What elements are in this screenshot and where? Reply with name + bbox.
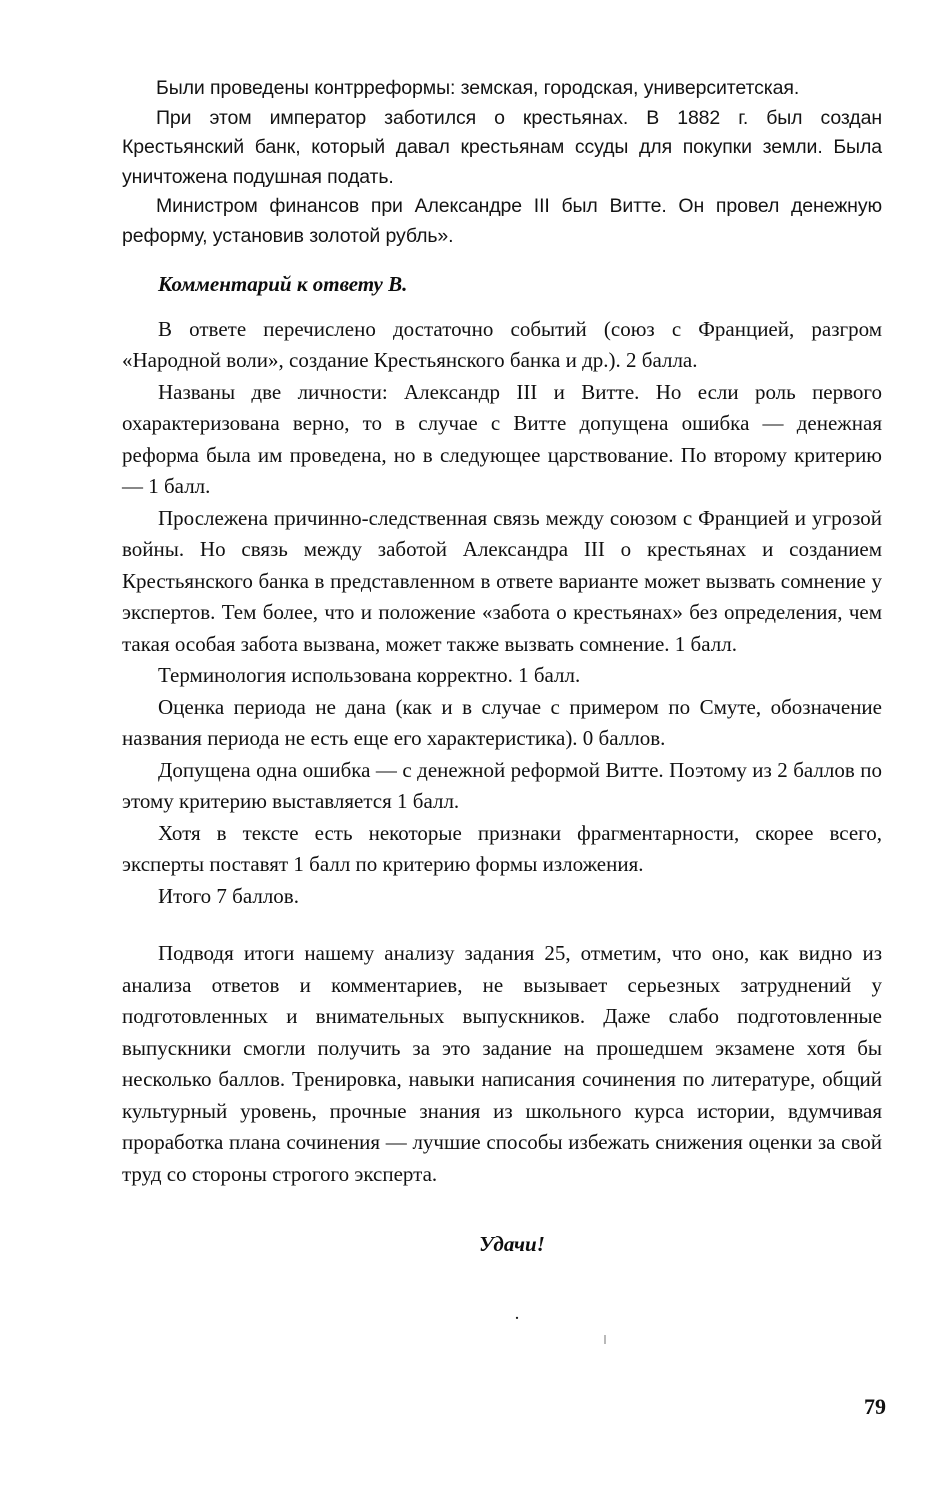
commentary-paragraph-7: Хотя в тексте есть некоторые признаки фрагментарности, скорее всего, эксперты поставят 1 балл по критерию формы изложения. <box>122 820 882 876</box>
spacer-after-heading <box>122 301 882 314</box>
commentary-heading: Комментарий к ответу В. <box>158 272 408 296</box>
commentary-paragraph-5: Оценка периода не дана (как и в случае с примером по Смуте, обозначение названия периода не есть еще его характеристика). 0 баллов. <box>122 694 882 750</box>
student-answer-block <box>122 74 882 251</box>
answer-paragraph-2: При этом император заботился о крестьянах. В 1882 г. был создан Крестьянский банк, который давал крестьянам ссуды для покупки земли. Была уничтожена подушная подать. <box>122 106 882 188</box>
answer-paragraph-3: Министром финансов при Александре III был Витте. Он провел денежную реформу, установив золотой рубль». <box>122 195 882 247</box>
commentary-paragraph-3: Прослежена причинно-следственная связь между союзом с Францией и угрозой войны. Но связь между заботой Александра III о крестьянах и созданием Крестьянского банка в представленном в ответе варианте может вызвать сомнение у экспертов. Тем более, что и положение «забота о крестьянах» без определения, чем такая особая забота вызвана, может также вызвать сомнение. 1 балл. <box>122 505 882 656</box>
commentary-paragraph-6: Допущена одна ошибка — с денежной реформой Витте. Поэтому из 2 баллов по этому критерию выставляется 1 балл. <box>122 757 882 813</box>
commentary-paragraph-1: В ответе перечислено достаточно событий (союз с Францией, разгром «Народной воли», создание Крестьянского банка и др.). 2 балла. <box>122 316 882 372</box>
commentary-block <box>122 314 882 913</box>
page-content <box>122 74 882 1325</box>
conclusion-paragraph: Подводя итоги нашему анализу задания 25, отметим, что оно, как видно из анализа ответов и комментариев, не вызывает серьезных затруднений у подготовленных и внимательных выпускников. Даже слабо подготовленные выпускники смогли получить за это задание на прошедшем экзамене хотя бы несколько баллов. Тренировка, навыки написания сочинения по литературе, общий культурный уровень, прочные знания из школьного курса истории, вдумчивая проработка плана сочинения — лучшие способы избежать снижения оценки за свой труд со стороны строгого эксперта. <box>122 941 882 1186</box>
print-registration-tick <box>604 1335 606 1344</box>
spacer-before-closing <box>122 1190 882 1232</box>
answer-paragraph-1: Были проведены контрреформы: земская, городская, университетская. <box>156 77 800 99</box>
conclusion-block <box>122 938 882 1190</box>
commentary-paragraph-2: Названы две личности: Александр III и Витте. Но если роль первого охарактеризована верно, то в случае с Витте допущена ошибка — денежная реформа была им проведена, но в следующее царствование. По второму критерию — 1 балл. <box>122 379 882 498</box>
commentary-paragraph-4: Терминология использована корректно. 1 балл. <box>158 663 581 687</box>
footer-mark: . <box>514 1303 520 1324</box>
spacer-before-mark <box>122 1257 882 1303</box>
commentary-paragraph-8: Итого 7 баллов. <box>158 883 299 908</box>
closing-line: Удачи! <box>479 1232 545 1256</box>
page-number: 79 <box>864 1394 886 1419</box>
spacer-after-answer <box>122 251 882 269</box>
spacer-before-conclusion <box>122 912 882 938</box>
